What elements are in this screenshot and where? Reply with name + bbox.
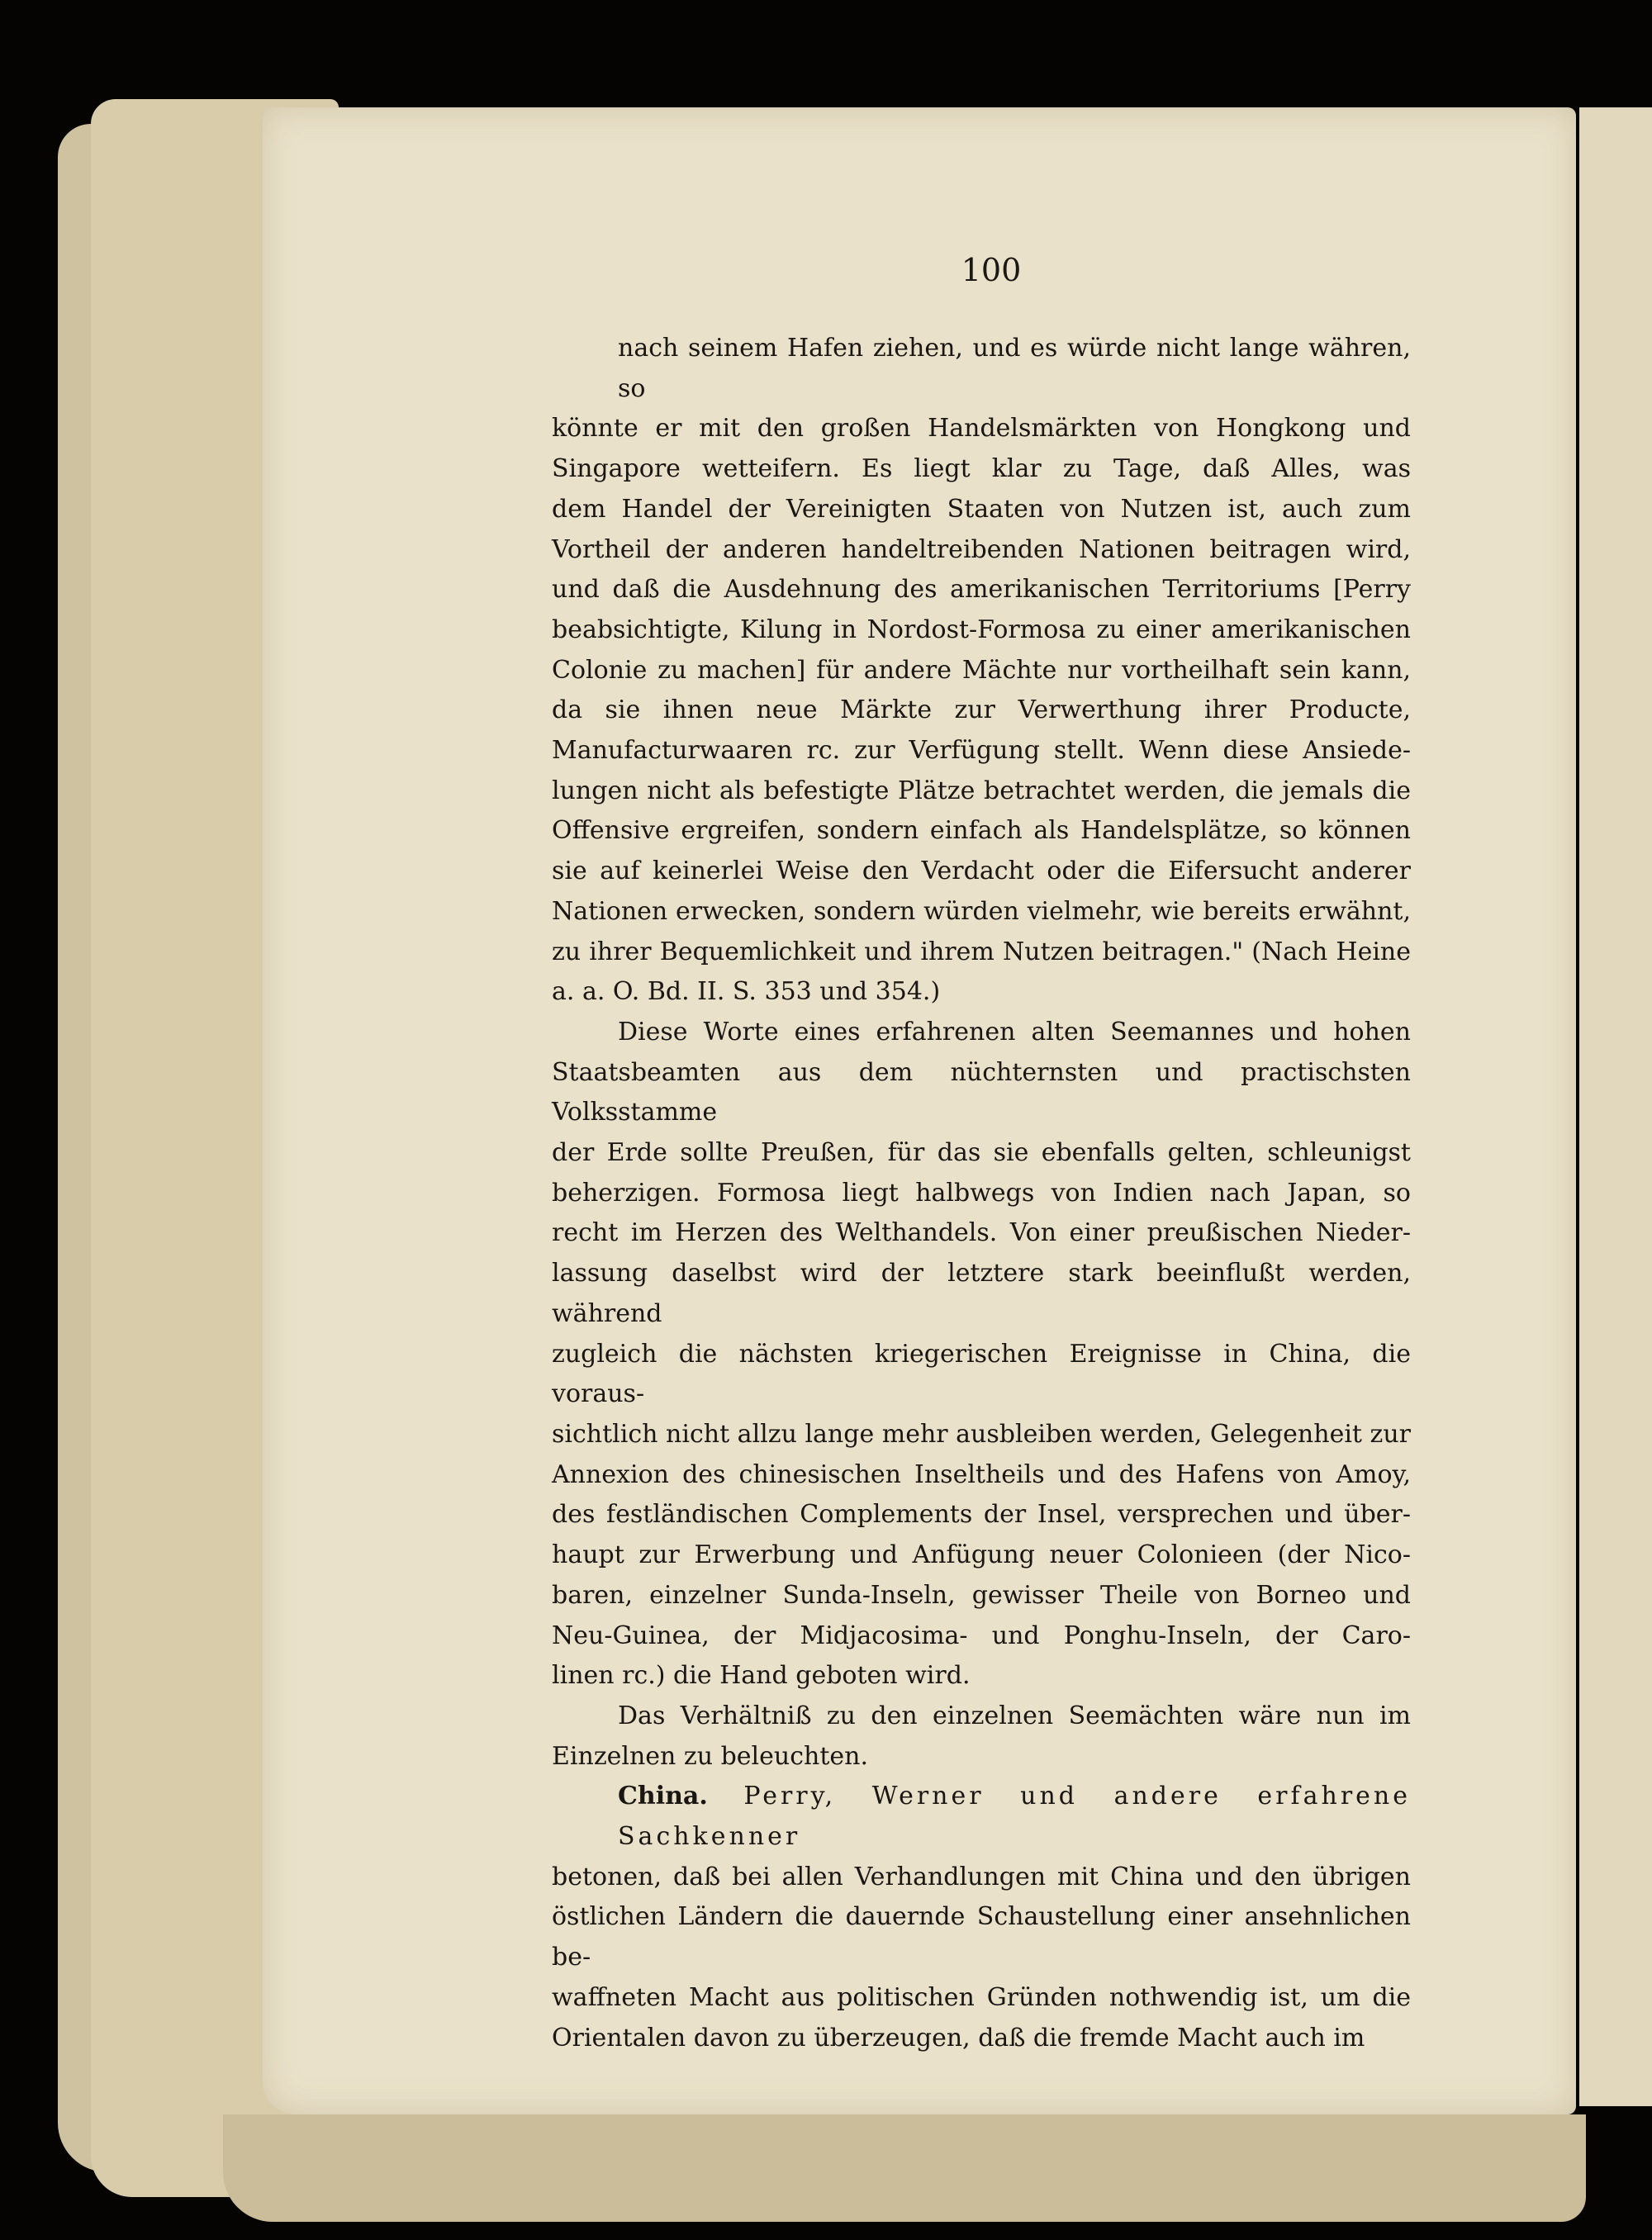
text-line: waffneten Macht aus politischen Gründen nothwendig ist, um die: [552, 1982, 1411, 2012]
text-line: lassung daselbst wird der letztere stark beeinflußt werden, während: [552, 1259, 1411, 1328]
facing-page-edge: [1579, 107, 1652, 2106]
text-line: a. a. O. Bd. II. S. 353 und 354.): [552, 977, 941, 1007]
text-line: zugleich die nächsten kriegerischen Ereignisse in China, die voraus-: [552, 1339, 1411, 1409]
text-line: Colonie zu machen] für andere Mächte nur vortheilhaft sein kann,: [552, 655, 1411, 685]
text-line: Offensive ergreifen, sondern einfach als Handelsplätze, so können: [552, 816, 1411, 846]
text-line: der Erde sollte Preußen, für das sie ebenfalls gelten, schleunigst: [552, 1138, 1411, 1168]
text-line: beherzigen. Formosa liegt halbwegs von Indien nach Japan, so: [552, 1178, 1411, 1208]
text-line: betonen, daß bei allen Verhandlungen mit China und den übrigen: [552, 1862, 1411, 1891]
page-bottom-edge: [223, 2114, 1586, 2222]
text-line: haupt zur Erwerbung und Anfügung neuer Colonieen (der Nico-: [552, 1540, 1411, 1570]
page-number: 100: [961, 252, 1022, 288]
text-line: sie auf keinerlei Weise den Verdacht oder die Eifersucht anderer: [552, 857, 1411, 886]
paragraph: [552, 329, 1411, 1013]
text-line-rest: Perry, Werner und andere erfahrene Sachkenner: [618, 1782, 1411, 1852]
text-line: Einzelnen zu beleuchten.: [552, 1741, 868, 1771]
paragraph: [552, 1777, 1411, 2058]
text-line: und daß die Ausdehnung des amerikanischen Territoriums [Perry: [552, 575, 1411, 605]
body-text: [552, 329, 1411, 2058]
text-line: beabsichtigte, Kilung in Nordost-Formosa zu einer amerikanischen: [552, 615, 1411, 644]
text-line: dem Handel der Vereinigten Staaten von Nutzen ist, auch zum: [552, 494, 1411, 524]
text-line: Vortheil der anderen handeltreibenden Nationen beitragen wird,: [552, 534, 1411, 564]
text-line: Nationen erwecken, sondern würden vielmehr, wie bereits erwähnt,: [552, 896, 1411, 926]
text-line: sichtlich nicht allzu lange mehr ausbleiben werden, Gelegenheit zur: [552, 1419, 1411, 1449]
text-line: Orientalen davon zu überzeugen, daß die fremde Macht auch im: [552, 2023, 1365, 2053]
text-line: Manufacturwaaren rc. zur Verfügung stellt. Wenn diese Ansiede-: [552, 736, 1411, 766]
text-line: nach seinem Hafen ziehen, und es würde nicht lange währen, so: [618, 334, 1411, 403]
text-line: lungen nicht als befestigte Plätze betrachtet werden, die jemals die: [552, 776, 1411, 805]
section-heading: China.: [618, 1782, 708, 1811]
text-line: recht im Herzen des Welthandels. Von einer preußischen Nieder-: [552, 1218, 1411, 1248]
paragraph: [552, 1697, 1411, 1777]
text-line: Staatsbeamten aus dem nüchternsten und practischsten Volksstamme: [552, 1057, 1411, 1127]
text-line: Diese Worte eines erfahrenen alten Seemannes und hohen: [618, 1017, 1411, 1046]
text-line: Annexion des chinesischen Inseltheils und des Hafens von Amoy,: [552, 1459, 1411, 1489]
text-line: Singapore wetteifern. Es liegt klar zu Tage, daß Alles, was: [552, 454, 1411, 484]
text-line: da sie ihnen neue Märkte zur Verwerthung ihrer Producte,: [552, 695, 1411, 725]
text-line: Das Verhältniß zu den einzelnen Seemächten wäre nun im: [618, 1701, 1411, 1730]
text-line: zu ihrer Bequemlichkeit und ihrem Nutzen beitragen." (Nach Heine: [552, 937, 1411, 966]
text-line: des festländischen Complements der Insel, versprechen und über-: [552, 1500, 1411, 1530]
text-line: östlichen Ländern die dauernde Schaustellung einer ansehnlichen be-: [552, 1902, 1411, 1972]
text-line: [552, 1777, 1411, 1857]
text-line: könnte er mit den großen Handelsmärkten von Hongkong und: [552, 414, 1411, 444]
text-line: baren, einzelner Sunda-Inseln, gewisser Theile von Borneo und: [552, 1580, 1411, 1610]
text-line: linen rc.) die Hand geboten wird.: [552, 1661, 971, 1691]
paragraph: [552, 1013, 1411, 1697]
text-line: Neu-Guinea, der Midjacosima- und Ponghu-Inseln, der Caro-: [552, 1621, 1411, 1650]
